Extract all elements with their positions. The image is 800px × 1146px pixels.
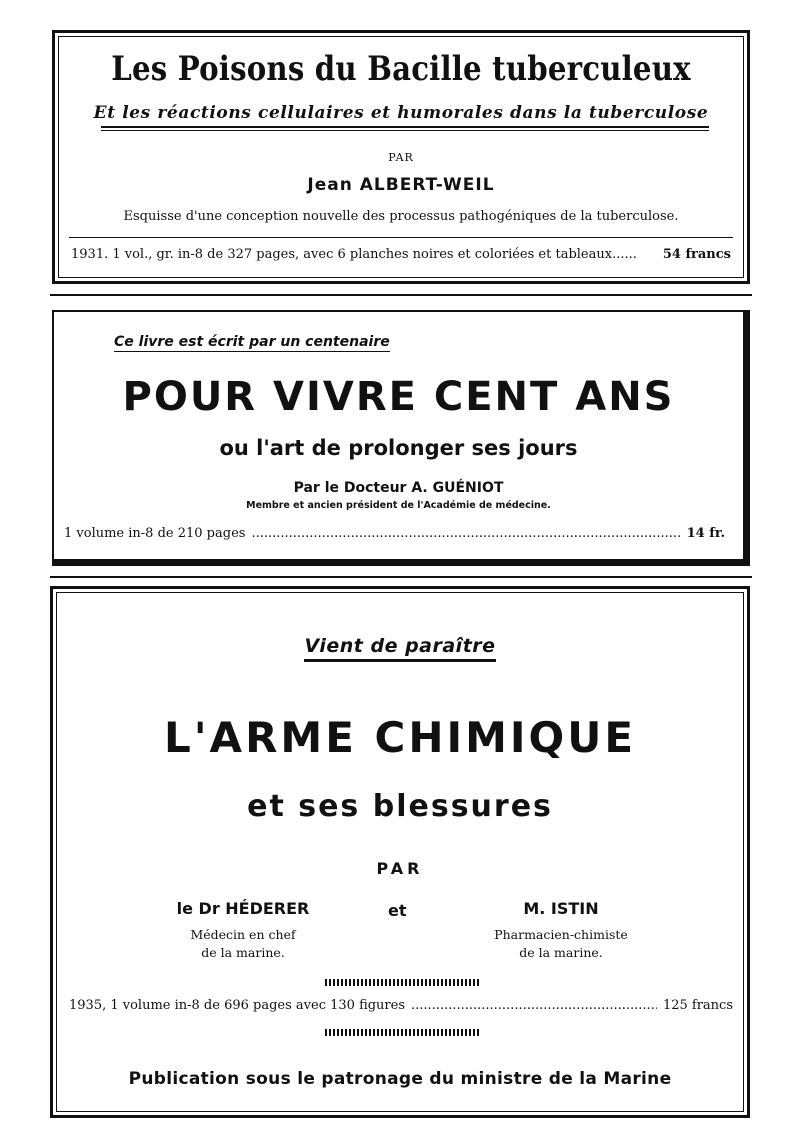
tagline: Ce livre est écrit par un centenaire bbox=[114, 334, 390, 350]
author-role: Membre et ancien président de l'Académie de médecine. bbox=[246, 500, 551, 511]
par-label: PAR bbox=[376, 859, 424, 878]
author-right-role-line-2: de la marine. bbox=[519, 945, 603, 960]
par-label: PAR bbox=[388, 151, 414, 164]
author-left-role-line-1: Médecin en chef bbox=[190, 927, 296, 942]
separator-rule bbox=[50, 576, 752, 578]
separator-rule bbox=[50, 294, 752, 296]
conjunction: et bbox=[388, 901, 407, 920]
dot-leader bbox=[411, 998, 657, 1013]
subtitle-underline bbox=[101, 126, 709, 128]
publication-details bbox=[64, 526, 725, 541]
dot-leader bbox=[251, 526, 680, 541]
book-title: L'ARME CHIMIQUE bbox=[163, 713, 637, 762]
price: 14 fr. bbox=[686, 526, 725, 541]
book-subtitle: Et les réactions cellulaires et humorales dans la tuberculose bbox=[93, 103, 709, 123]
price: 125 francs bbox=[662, 998, 733, 1013]
author-right-role bbox=[441, 926, 681, 962]
patronage-note: Publication sous le patronage du ministre de la Marine bbox=[128, 1069, 672, 1089]
publication-details bbox=[71, 247, 731, 262]
advertisement-poisons-bacille bbox=[52, 30, 750, 284]
author-left-name: le Dr HÉDERER bbox=[176, 899, 310, 918]
ornament-rule bbox=[325, 1029, 481, 1036]
details-text: 1931. 1 vol., gr. in-8 de 327 pages, avec 6 planches noires et coloriées et tableaux...... bbox=[71, 247, 637, 262]
author-name: Par le Docteur A. GUÉNIOT bbox=[293, 480, 504, 496]
ornament-rule bbox=[325, 979, 481, 986]
author-right-name: M. ISTIN bbox=[523, 899, 599, 918]
announcement-text: Vient de paraître bbox=[304, 635, 495, 662]
advertisement-arme-chimique bbox=[50, 586, 750, 1118]
divider bbox=[69, 237, 733, 238]
book-title: Les Poisons du Bacille tuberculeux bbox=[111, 49, 691, 89]
details-text: 1 volume in-8 de 210 pages bbox=[64, 526, 246, 541]
author-right bbox=[441, 899, 681, 962]
subtitle-underline-thin bbox=[101, 130, 709, 131]
book-subtitle: et ses blessures bbox=[247, 789, 553, 824]
author-left-role bbox=[123, 926, 363, 962]
price: 54 francs bbox=[662, 247, 731, 262]
announcement bbox=[53, 635, 747, 657]
author-left-role-line-2: de la marine. bbox=[201, 945, 285, 960]
book-subtitle: ou l'art de prolonger ses jours bbox=[219, 436, 578, 460]
author-right-role-line-1: Pharmacien-chimiste bbox=[494, 927, 628, 942]
publication-details bbox=[69, 998, 733, 1013]
details-text: 1935, 1 volume in-8 de 696 pages avec 130 figures bbox=[69, 998, 406, 1013]
book-title: POUR VIVRE CENT ANS bbox=[122, 374, 675, 420]
advertisement-vivre-cent-ans bbox=[52, 310, 750, 566]
author-left bbox=[123, 899, 363, 962]
book-description: Esquisse d'une conception nouvelle des processus pathogéniques de la tuberculose. bbox=[123, 209, 679, 224]
author-name: Jean ALBERT-WEIL bbox=[307, 175, 495, 195]
